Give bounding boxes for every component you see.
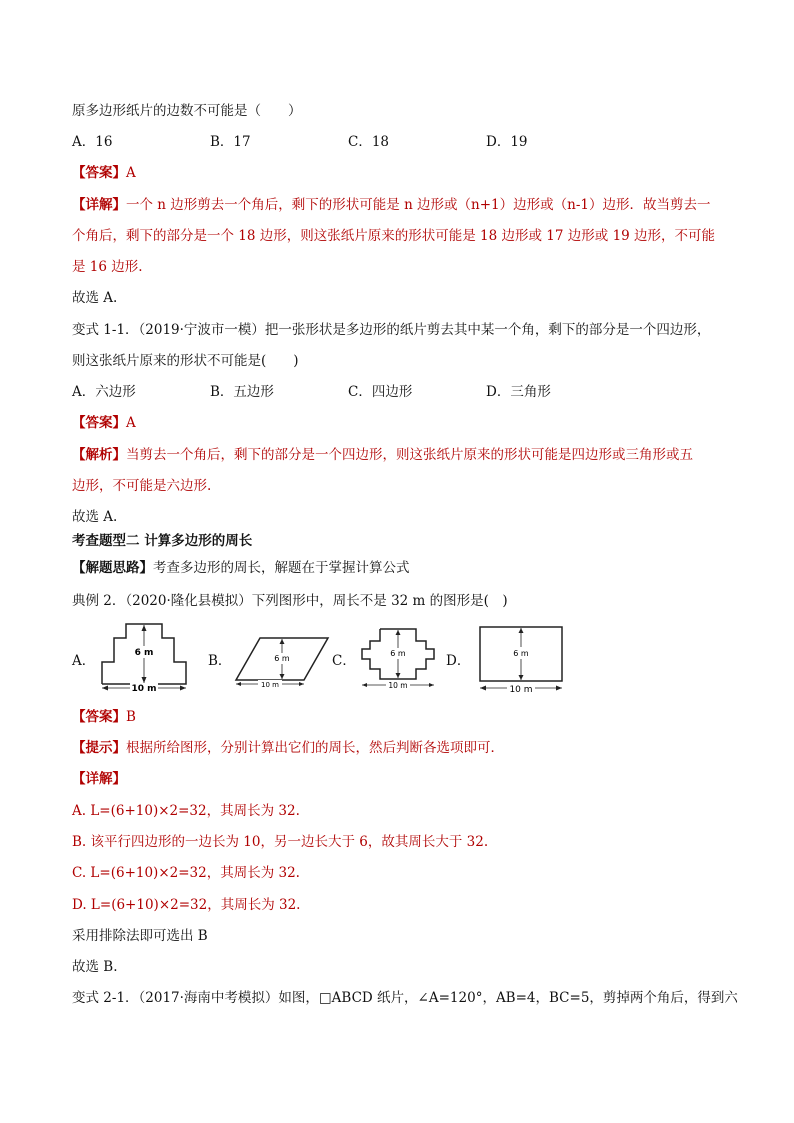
answer-value: A <box>126 415 136 431</box>
hint-tag: 【提示】 <box>72 740 126 756</box>
variant-option-d: D．三角形 <box>486 384 551 400</box>
detail-c: C. L=(6+10)×2=32，其周长为 32. <box>72 865 300 881</box>
option-b: B．17 <box>210 134 251 150</box>
figure-a-label: A． <box>72 653 96 669</box>
detail-tag: 【详解】 <box>72 197 126 213</box>
figure-c-label: C． <box>332 653 356 669</box>
example-2-stem: 典例 2．（2020·隆化县模拟）下列图形中，周长不是 32 m 的图形是( ) <box>72 593 508 609</box>
detail-a: A. L=(6+10)×2=32，其周长为 32. <box>72 803 300 819</box>
variant-option-b: B．五边形 <box>210 384 274 400</box>
option-c: C．18 <box>348 134 390 150</box>
variant-1-1-line-2: 则这张纸片原来的形状不可能是( ) <box>72 353 299 369</box>
height-label: 6 m <box>274 654 290 663</box>
figure-b-parallelogram <box>232 632 332 688</box>
answer-tag: 【答案】 <box>72 709 126 725</box>
choose-3: 故选 B. <box>72 959 118 975</box>
width-label: 10 m <box>131 684 157 692</box>
variant-option-c: C．四边形 <box>348 384 413 400</box>
width-label: 10 m <box>509 685 533 695</box>
width-label: 10 m <box>261 681 279 688</box>
answer-value: B <box>126 709 136 725</box>
variant-option-a: A．六边形 <box>72 384 136 400</box>
figure-d-rectangle <box>476 623 566 697</box>
width-label: 10 m <box>388 681 408 690</box>
answer-value: A <box>126 165 136 181</box>
thought-tag: 【解题思路】 <box>72 560 153 576</box>
variant-2-1-line-1: 变式 2-1．（2017·海南中考模拟）如图，□ABCD 纸片，∠A=120°，AB=4，BC=5，剪掉两个角后，得到六 <box>72 990 738 1006</box>
question-stem: 原多边形纸片的边数不可能是（ ） <box>72 103 302 119</box>
detail-1-line-1 <box>72 196 711 214</box>
detail-text: 一个 n 边形剪去一个角后，剩下的形状可能是 n 边形或（n+1）边形或（n-1）边形．故当剪去一 <box>126 197 711 213</box>
detail-d: D. L=(6+10)×2=32，其周长为 32. <box>72 897 301 913</box>
answer-2 <box>72 414 136 432</box>
elimination: 采用排除法即可选出 B <box>72 928 208 944</box>
option-d: D．19 <box>486 134 528 150</box>
figure-b-label: B． <box>208 653 232 669</box>
answer-1 <box>72 164 136 182</box>
analysis-tag: 【解析】 <box>72 447 126 463</box>
analysis-line-1 <box>72 446 693 464</box>
hint-text: 根据所给图形，分别计算出它们的周长，然后判断各选项即可． <box>126 740 504 756</box>
thought-text: 考查多边形的周长，解题在于掌握计算公式 <box>153 560 410 576</box>
section-heading: 考查题型二 计算多边形的周长 <box>72 533 253 549</box>
variant-1-1-line-1: 变式 1-1．（2019·宁波市一模）把一张形状是多边形的纸片剪去其中某一个角，剩下的部分是一个四边形， <box>72 322 711 338</box>
solving-thought <box>72 559 410 577</box>
detail-1-line-3: 是 16 边形. <box>72 259 143 275</box>
answer-tag: 【答案】 <box>72 415 126 431</box>
height-label: 6 m <box>134 648 154 658</box>
detail-1-line-2: 个角后，剩下的部分是一个 18 边形，则这张纸片原来的形状可能是 18 边形或 17 边形或 19 边形，不可能 <box>72 228 716 244</box>
answer-3 <box>72 708 136 726</box>
choose-2: 故选 A. <box>72 509 118 525</box>
height-label: 6 m <box>390 649 406 658</box>
option-a: A．16 <box>72 134 113 150</box>
hint <box>72 739 504 757</box>
figure-c-cross-shape <box>358 625 440 691</box>
detail-b: B. 该平行四边形的一边长为 10，另一边长大于 6，故其周长大于 32. <box>72 834 489 850</box>
answer-tag: 【答案】 <box>72 165 126 181</box>
height-label: 6 m <box>513 649 529 658</box>
analysis-text: 当剪去一个角后，剩下的部分是一个四边形，则这张纸片原来的形状可能是四边形或三角形或五 <box>126 447 693 463</box>
choose-1: 故选 A. <box>72 290 118 306</box>
analysis-line-2: 边形，不可能是六边形. <box>72 478 212 494</box>
detail-3-tag: 【详解】 <box>72 771 126 787</box>
figure-a-stepped-shape <box>96 620 196 692</box>
figure-d-label: D． <box>446 653 471 669</box>
